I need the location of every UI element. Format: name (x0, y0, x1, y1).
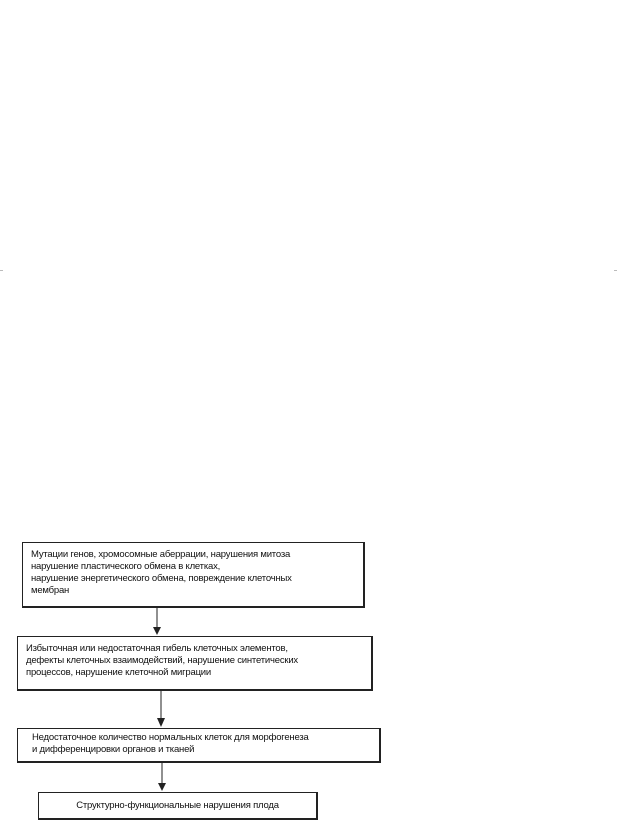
flow-box-genetic-disorders (22, 542, 365, 608)
flow-arrow-1 (150, 608, 164, 636)
box-line: Избыточная или недостаточная гибель клеточных элементов, (26, 643, 288, 654)
arrow-head (153, 627, 161, 635)
box-line: Недостаточное количество нормальных клеток для морфогенеза (32, 732, 309, 743)
flow-box-fetal-disorders (38, 792, 318, 820)
box-line: процессов, нарушение клеточной миграции (26, 667, 212, 678)
box-line: Мутации генов, хромосомные аберрации, нарушения митоза (31, 549, 291, 560)
flow-box-cellular-defects (17, 636, 373, 691)
left-edge-mark (0, 270, 3, 271)
box-line: дефекты клеточных взаимодействий, нарушение синтетических (26, 655, 298, 666)
flow-arrow-2 (154, 691, 168, 728)
box-line: нарушение энергетического обмена, повреждение клеточных (31, 573, 292, 584)
flow-arrow-3 (155, 763, 169, 792)
box-line: Структурно-функциональные нарушения плода (76, 799, 279, 811)
box-line: и дифференцировки органов и тканей (32, 744, 195, 755)
arrow-head (158, 783, 166, 791)
arrow-head (157, 718, 165, 727)
box-line: нарушение пластического обмена в клетках, (31, 561, 221, 572)
box-line: мембран (31, 585, 70, 596)
flow-box-insufficient-cells (17, 728, 381, 763)
